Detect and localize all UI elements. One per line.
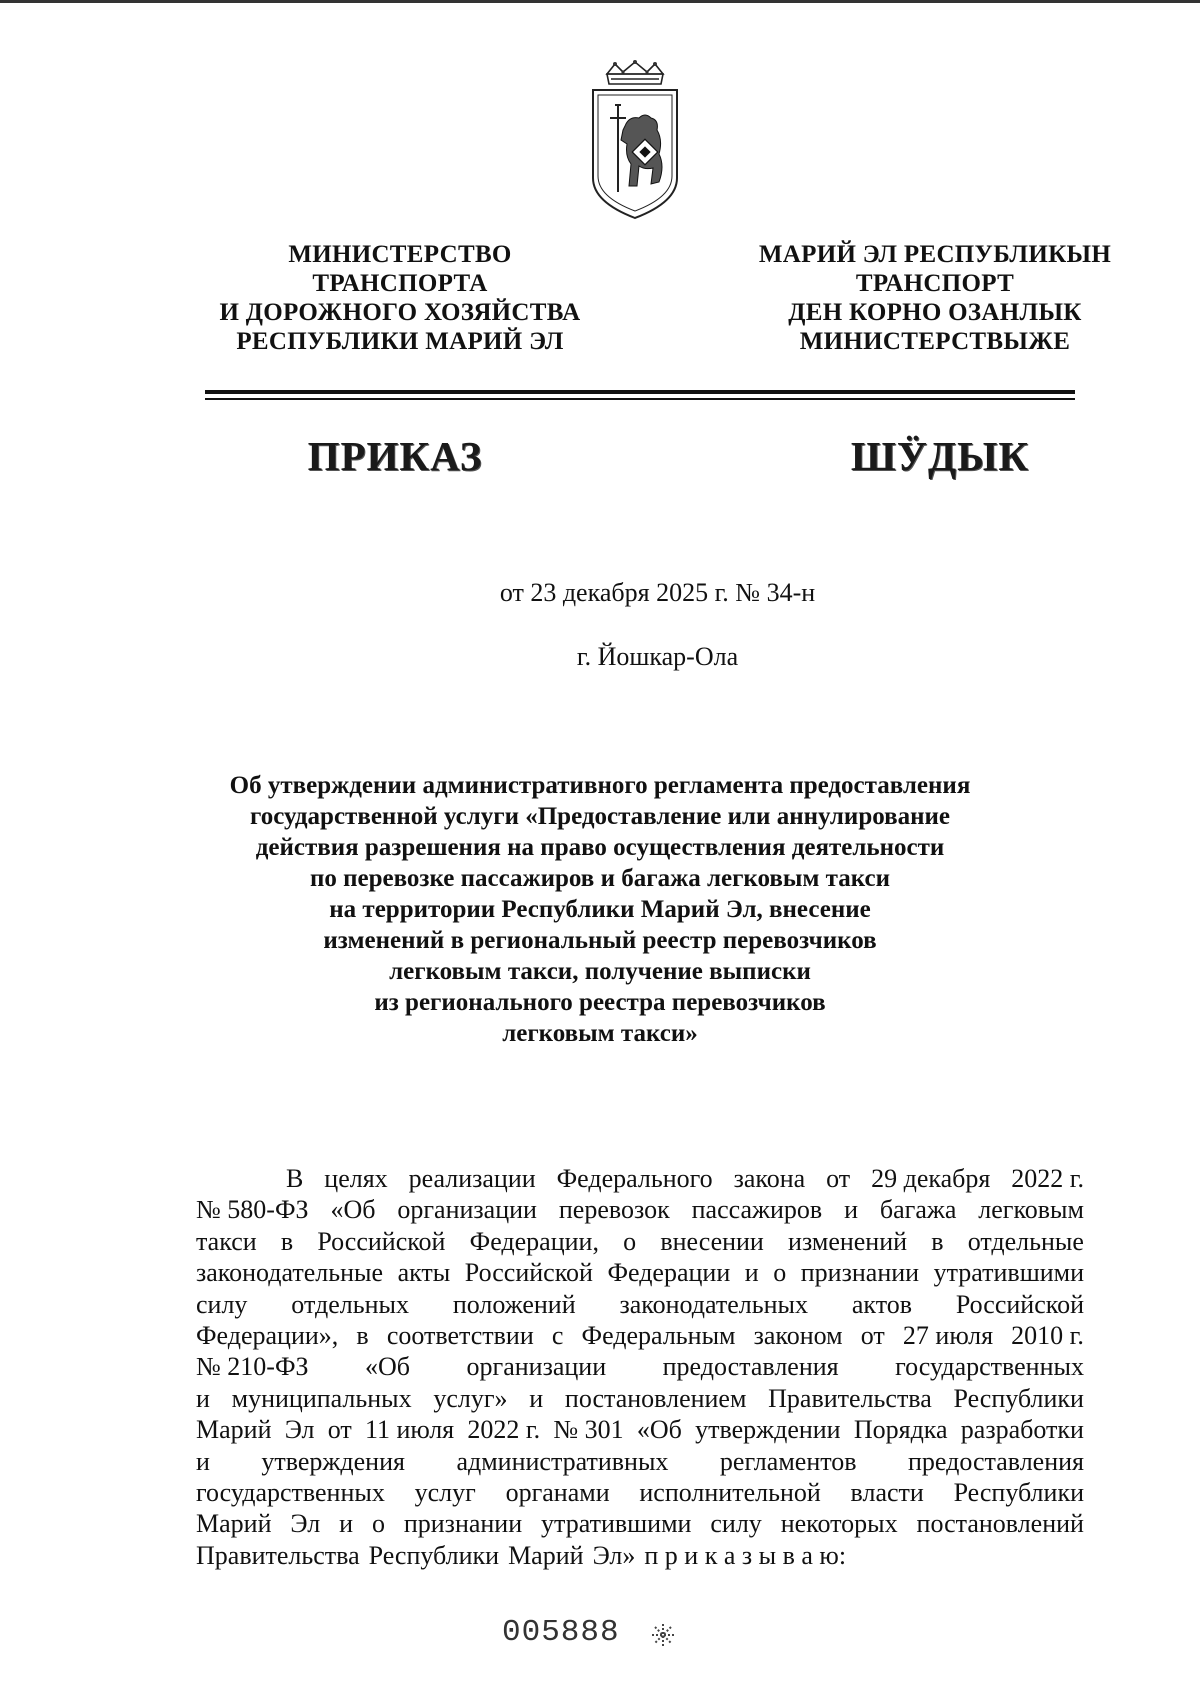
body-word: утратившими — [933, 1258, 1084, 1288]
body-word: Республики — [953, 1383, 1084, 1413]
body-word: Республики — [953, 1477, 1084, 1507]
body-word: Российской — [464, 1258, 593, 1288]
body-word: отдельных — [291, 1289, 409, 1319]
body-word: утверждения — [261, 1446, 405, 1476]
title-line: по перевозке пассажиров и багажа легковым такси — [309, 865, 891, 892]
body-word: «Об — [365, 1352, 411, 1382]
body-word: органами — [505, 1477, 610, 1507]
ministry-name-line: МИНИСТЕРСТВЫЖЕ — [799, 328, 1071, 355]
body-word: Федерации, — [469, 1226, 599, 1256]
body-word: акты — [397, 1258, 451, 1288]
body-word: № 210-ФЗ — [196, 1352, 309, 1382]
title-line: изменений в региональный реестр перевозчиков — [323, 927, 877, 954]
body-word: 2022 г. — [1011, 1164, 1084, 1193]
body-word: 2010 г. — [1011, 1320, 1084, 1350]
body-word: «Об — [330, 1195, 376, 1225]
body-word: в — [356, 1320, 369, 1350]
top-edge-line — [0, 0, 1200, 3]
body-word: предоставления — [662, 1352, 839, 1382]
title-line: из регионального реестра перевозчиков — [374, 989, 826, 1016]
body-word: с — [551, 1320, 564, 1350]
body-word: и — [744, 1258, 759, 1288]
ministry-name-line: МИНИСТЕРСТВО — [288, 241, 512, 268]
body-word: о — [623, 1226, 637, 1256]
body-word: соответствии — [386, 1320, 534, 1350]
stamp-asterisk-icon — [650, 1622, 676, 1648]
body-word: организации — [397, 1195, 537, 1225]
body-word: от — [860, 1320, 885, 1350]
registration-stamp-number: 005888 — [502, 1615, 620, 1650]
body-word: утверждении — [695, 1415, 841, 1445]
title-line: легковым такси, получение выписки — [389, 958, 811, 985]
body-word: «Об — [636, 1415, 682, 1445]
body-line — [196, 1446, 1084, 1477]
body-word: услуг» — [433, 1383, 508, 1413]
body-line — [196, 1383, 1084, 1414]
body-word: в — [931, 1226, 944, 1256]
ministry-name-russian — [165, 240, 635, 356]
body-word: Эл» — [592, 1540, 636, 1570]
title-line: на территории Республики Марий Эл, внесение — [329, 896, 871, 923]
body-word: 29 декабря — [871, 1164, 991, 1193]
body-word: Федерации — [607, 1258, 731, 1288]
body-word: реализации — [408, 1164, 536, 1193]
body-word: законом — [753, 1320, 843, 1350]
body-word: Марий — [196, 1509, 272, 1539]
body-word: В — [286, 1164, 304, 1193]
body-word: государственных — [196, 1477, 385, 1507]
body-word: и — [529, 1383, 544, 1413]
body-word: Эл — [284, 1415, 315, 1445]
body-word: пассажиров — [691, 1195, 823, 1225]
body-word: о — [773, 1258, 787, 1288]
document-type-mari: ШӰДЫК — [850, 433, 1030, 479]
body-word: Марий — [508, 1540, 584, 1570]
body-word: Порядка — [853, 1415, 948, 1445]
body-word: от — [327, 1415, 352, 1445]
body-word: 27 июля — [902, 1320, 994, 1350]
document-title — [0, 770, 1200, 1049]
title-line: действия разрешения на право осуществления деятельности — [255, 834, 945, 861]
body-word: силу — [710, 1509, 762, 1539]
body-word: и — [196, 1383, 210, 1413]
header-divider-thick — [205, 390, 1075, 394]
ministry-name-line: ТРАНСПОРТ — [855, 270, 1015, 297]
body-word: и — [196, 1446, 210, 1476]
body-word: Федерального — [556, 1164, 713, 1193]
body-word: признании — [403, 1509, 523, 1539]
body-word: и — [844, 1195, 858, 1225]
body-word: постановлением — [564, 1383, 747, 1413]
body-word: положений — [452, 1289, 576, 1319]
body-word: 2022 г. — [467, 1415, 541, 1445]
document-type-russian: ПРИКАЗ — [307, 433, 483, 479]
body-word: Правительства — [196, 1540, 360, 1570]
body-word: закона — [733, 1164, 806, 1193]
body-word: государственных — [895, 1352, 1084, 1382]
body-line — [196, 1508, 1084, 1539]
body-word: легковым — [978, 1195, 1084, 1225]
body-word: такси — [196, 1226, 257, 1256]
body-word: Марий — [196, 1415, 272, 1445]
body-word: разработки — [960, 1415, 1084, 1445]
body-word: Республики — [368, 1540, 500, 1570]
body-line — [196, 1477, 1084, 1508]
body-word: целях — [324, 1164, 388, 1193]
body-word: № 301 — [553, 1415, 624, 1445]
body-word: в — [280, 1226, 294, 1256]
header-divider-thin — [205, 398, 1075, 400]
body-word: от — [826, 1164, 851, 1193]
body-word: Эл — [290, 1509, 321, 1539]
body-word: организации — [466, 1352, 607, 1382]
ministry-name-line: И ДОРОЖНОГО ХОЗЯЙСТВА — [219, 299, 581, 326]
body-word: некоторых — [780, 1509, 898, 1539]
document-city: г. Йошкар-Ола — [576, 642, 739, 671]
document-date-number: от 23 декабря 2025 г. № 34-н — [499, 578, 816, 607]
body-word: и — [339, 1509, 354, 1539]
body-line — [196, 1289, 1084, 1320]
body-line — [196, 1320, 1084, 1351]
body-word: власти — [850, 1477, 924, 1507]
body-word: муниципальных — [231, 1383, 412, 1413]
body-word: № 580-ФЗ — [196, 1195, 309, 1225]
body-word: административных — [456, 1446, 669, 1476]
body-word: перевозок — [558, 1195, 670, 1225]
body-word: Федеральным — [581, 1320, 736, 1350]
body-word: признании — [800, 1258, 920, 1288]
body-word: Федерации», — [196, 1320, 339, 1350]
body-word: законодательных — [619, 1289, 808, 1319]
body-word: отдельные — [967, 1226, 1084, 1256]
body-word: п р и к а з ы в а ю: — [644, 1540, 847, 1570]
body-word: силу — [196, 1289, 248, 1319]
body-word: Российской — [955, 1289, 1084, 1319]
body-word: предоставления — [908, 1446, 1084, 1476]
title-line: Об утверждении административного регламента предоставления — [229, 772, 971, 799]
body-word: актов — [851, 1289, 912, 1319]
body-word: законодательные — [196, 1258, 384, 1288]
body-line — [196, 1226, 1084, 1257]
title-line: государственной услуги «Предоставление или аннулирование — [249, 803, 951, 830]
body-word: постановлений — [916, 1509, 1084, 1539]
body-line — [196, 1540, 1084, 1571]
ministry-name-line: РЕСПУБЛИКИ МАРИЙ ЭЛ — [236, 328, 564, 355]
body-word: регламентов — [719, 1446, 857, 1476]
ministry-name-mari — [700, 240, 1170, 356]
body-word: Российской — [317, 1226, 446, 1256]
body-word: 11 июля — [364, 1415, 455, 1445]
body-word: Правительства — [768, 1383, 932, 1413]
body-word: багажа — [879, 1195, 957, 1225]
ministry-name-line: ТРАНСПОРТА — [312, 270, 488, 297]
preamble-paragraph — [196, 1163, 1084, 1571]
title-line: легковым такси» — [502, 1020, 698, 1047]
body-word: изменений — [788, 1226, 908, 1256]
body-word: о — [371, 1509, 385, 1539]
body-word: утратившими — [541, 1509, 692, 1539]
body-word: внесении — [660, 1226, 764, 1256]
ministry-name-line: ДЕН КОРНО ОЗАНЛЫК — [788, 299, 1082, 326]
coat-of-arms-icon — [585, 60, 685, 228]
body-word: исполнительной — [639, 1477, 821, 1507]
body-line — [196, 1194, 1084, 1225]
body-line — [196, 1414, 1084, 1445]
body-line — [196, 1163, 1084, 1194]
ministry-name-line: МАРИЙ ЭЛ РЕСПУБЛИКЫН — [758, 241, 1112, 268]
body-word: услуг — [414, 1477, 476, 1507]
body-line — [196, 1257, 1084, 1288]
body-line — [196, 1351, 1084, 1382]
